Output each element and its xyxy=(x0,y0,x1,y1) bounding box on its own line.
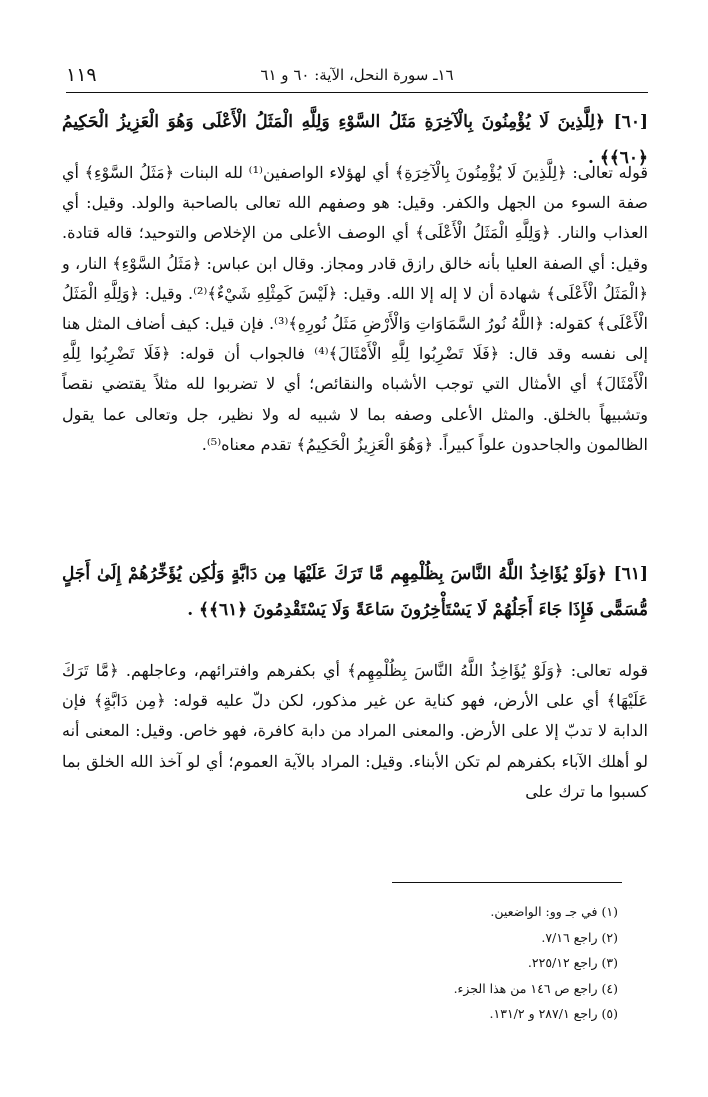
commentary-paragraph: قوله تعالى: ﴿لِلَّذِينَ لَا يُؤْمِنُونَ بِالْآخِرَةِ﴾ أي لهؤلاء الواصفين⁽¹⁾ لله البنات ﴿مَثَلُ السَّوْءِ﴾ أي صفة السوء من الجهل والكفر. وقيل: هو وصفهم الله تعالى بالصاحبة والولد. وقيل: أي العذاب والنار. ﴿وَلِلَّهِ الْمَثَلُ الْأَعْلَى﴾ أي الوصف الأعلى من الإخلاص والتوحيد؛ قاله قتادة. وقيل: أي الصفة العليا بأنه خالق رازق قادر ومجاز. وقال ابن عباس: ﴿مَثَلُ السَّوْءِ﴾ النار، و ﴿الْمَثَلُ الْأَعْلَى﴾ شهادة أن لا إله إلا الله. وقيل: ﴿لَيْسَ كَمِثْلِهِ شَيْءٌ﴾⁽²⁾. وقيل: ﴿وَلِلَّهِ الْمَثَلُ الْأَعْلَى﴾ كقوله: ﴿اللَّهُ نُورُ السَّمَاوَاتِ وَالْأَرْضِ مَثَلُ نُورِهِ﴾⁽³⁾. فإن قيل: كيف أضاف المثل هنا إلى نفسه وقد قال: ﴿فَلَا تَضْرِبُوا لِلَّهِ الْأَمْثَالَ﴾⁽⁴⁾ فالجواب أن قوله: ﴿فَلَا تَضْرِبُوا لِلَّهِ الْأَمْثَالَ﴾ أي الأمثال التي توجب الأشباه والنقائص؛ أي لا تضربوا لله مثلاً يقتضي نقصاً وتشبيهاً بالخلق. والمثل الأعلى وصفه بما لا شبيه له ولا نظير، جل وتعالى عما يقول الظالمون والجاحدون علواً كبيراً. ﴿وَهُوَ الْعَزِيزُ الْحَكِيمُ﴾ تقدم معناه⁽⁵⁾. xyxy=(62,163,649,454)
footnotes xyxy=(120,899,618,1027)
verse-number: [٦٠] xyxy=(613,112,649,132)
footnote: (٢) راجع ٧/١٦. xyxy=(541,929,618,945)
footnote: (٥) راجع ٢٨٧/١ و ١٣١/٢. xyxy=(489,1006,618,1021)
footnote: (٤) راجع ص ١٤٦ من هذا الجزء. xyxy=(453,980,618,996)
footnote-divider xyxy=(392,882,622,883)
footnote: (٣) راجع ٢٢٥/١٢. xyxy=(527,955,618,970)
verse-text: ﴿وَلَوْ يُؤَاخِذُ اللَّهُ النَّاسَ بِظُلْمِهِم مَّا تَرَكَ عَلَيْهَا مِن دَابَّةٍ وَلَٰكِن يُؤَخِّرُهُمْ إِلَىٰ أَجَلٍ مُّسَمًّى فَإِذَا جَاءَ أَجَلُهُمْ لَا يَسْتَأْخِرُونَ سَاعَةً وَلَا يَسْتَقْدِمُونَ ﴿٦١﴾﴾ . xyxy=(62,564,648,620)
commentary-paragraph: قوله تعالى: ﴿وَلَوْ يُؤَاخِذُ اللَّهُ النَّاسَ بِظُلْمِهِم﴾ أي بكفرهم وافترائهم، وعاجلهم. ﴿مَّا تَرَكَ عَلَيْهَا﴾ أي على الأرض، فهو كناية عن غير مذكور، لكن دلّ عليه قوله: ﴿مِن دَابَّةٍ﴾ فإن الدابة لا تدبّ إلا على الأرض. والمعنى المراد من دابة كافرة، فهو خاص. وقيل: المعنى أنه لو أهلك الآباء بكفرهم لم تكن الأبناء. وقيل: المراد بالآية العموم؛ أي لو آخذ الله الخلق بما كسبوا ما ترك على xyxy=(62,661,649,801)
verse-61 xyxy=(62,556,648,628)
footnote: (١) في جـ وو: الواضعين. xyxy=(490,904,618,919)
running-title: ١٦ـ سورة النحل، الآية: ٦٠ و ٦١ xyxy=(260,66,454,84)
verse-number: [٦١] xyxy=(613,564,648,584)
verse-text: ﴿لِلَّذِينَ لَا يُؤْمِنُونَ بِالْآخِرَةِ مَثَلُ السَّوْءِ وَلِلَّهِ الْمَثَلُ الْأَعْلَى وَهُوَ الْعَزِيزُ الْحَكِيمُ ﴿٦٠﴾﴾ . xyxy=(62,112,648,168)
header-divider xyxy=(66,92,648,93)
page-header xyxy=(66,58,648,90)
page-number: ١١٩ xyxy=(66,64,97,86)
